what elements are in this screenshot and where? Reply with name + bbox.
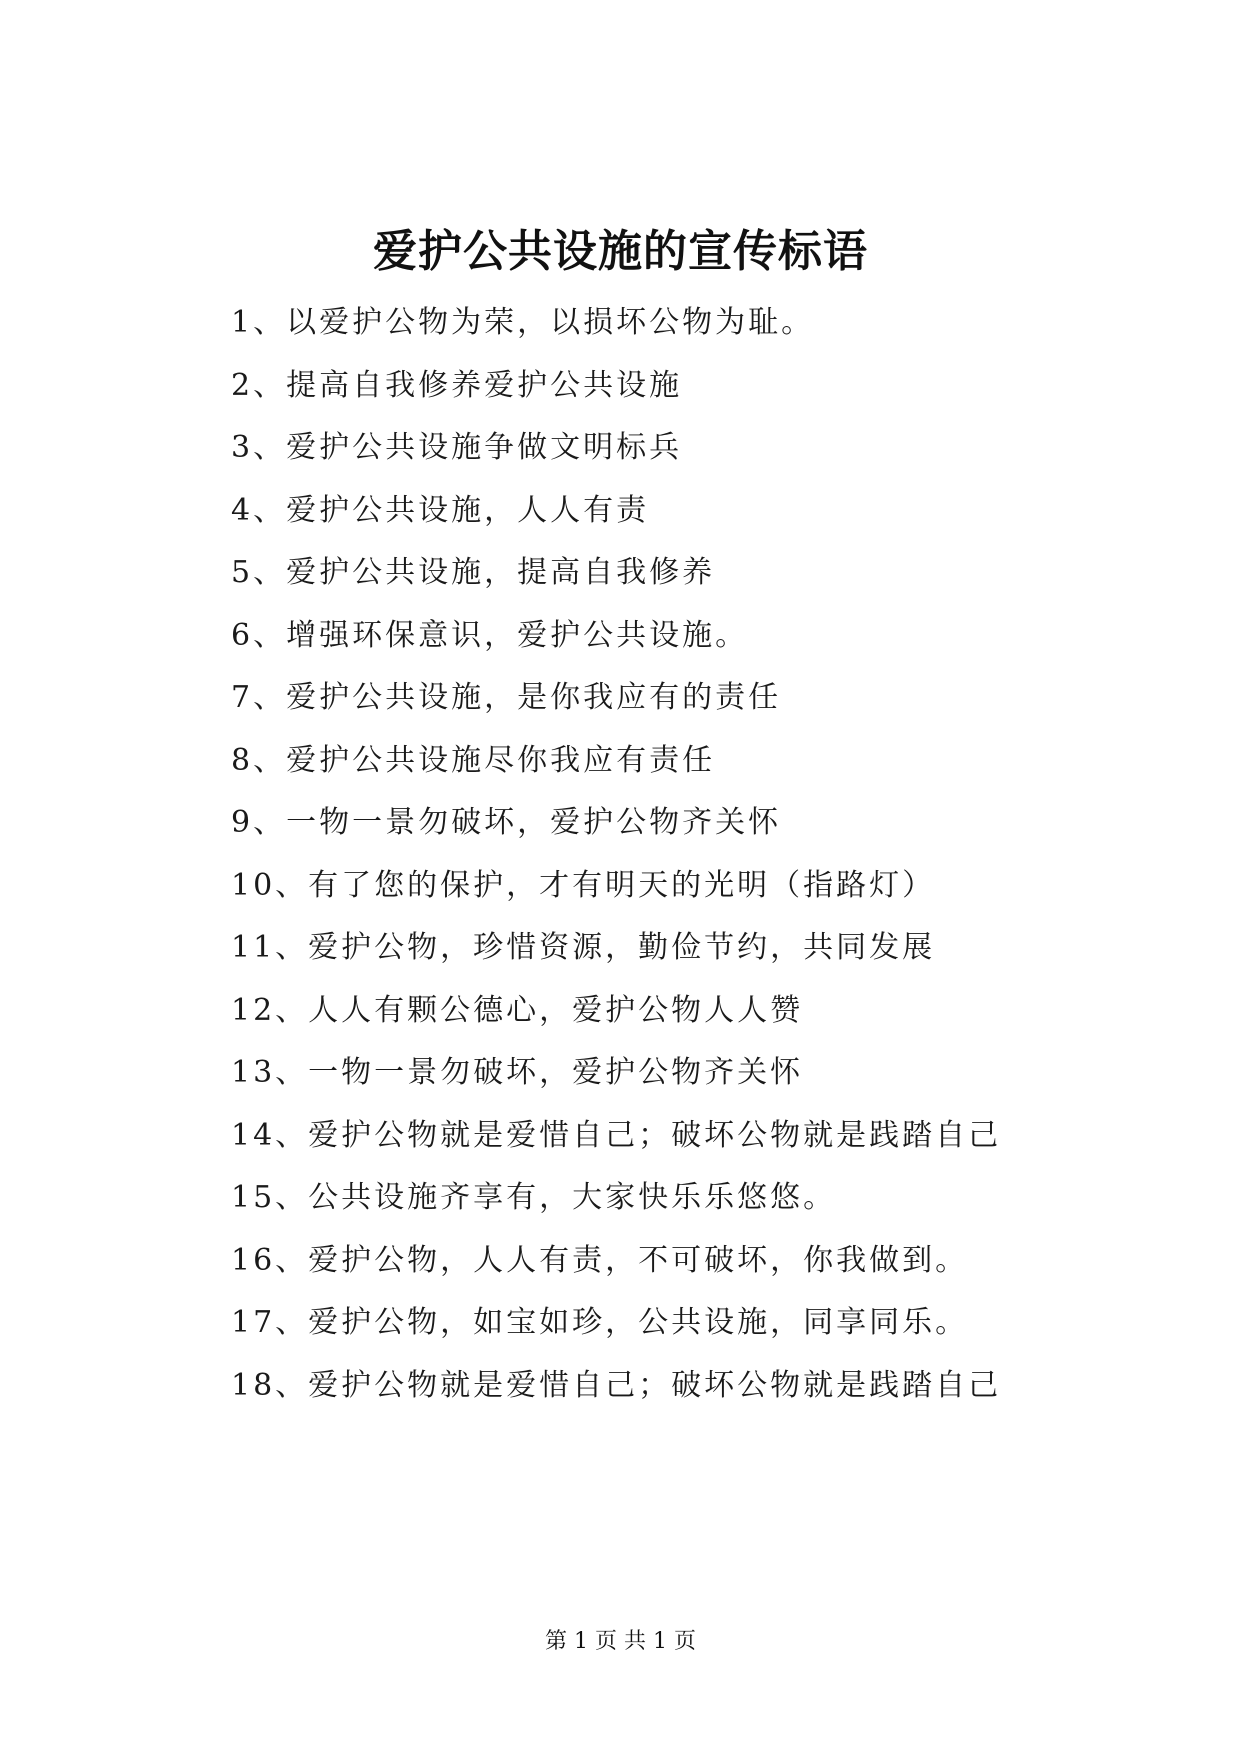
document-title: 爱护公共设施的宣传标语 [373,226,868,277]
slogan-item: 6、增强环保意识，爱护公共设施。 [231,617,749,653]
slogan-item: 3、爱护公共设施争做文明标兵 [231,430,683,465]
slogan-item: 2、提高自我修养爱护公共设施 [231,367,683,403]
slogan-item: 18、爱护公物就是爱惜自己；破坏公物就是践踏自己 [231,1367,1002,1403]
slogan-list [231,292,1191,1417]
slogan-item: 4、爱护公共设施，人人有责 [231,492,650,528]
slogan-item: 10、有了您的保护，才有明天的光明（指路灯） [231,867,936,903]
slogan-item: 12、人人有颗公德心，爱护公物人人赞 [231,992,804,1028]
slogan-item: 17、爱护公物，如宝如珍，公共设施，同享同乐。 [231,1305,969,1340]
slogan-item: 5、爱护公共设施，提高自我修养 [231,555,716,590]
slogan-item: 16、爱护公物，人人有责，不可破坏，你我做到。 [231,1242,969,1278]
slogan-item: 7、爱护公共设施，是你我应有的责任 [231,680,782,715]
page-footer: 第 1 页 共 1 页 [545,1629,696,1654]
slogan-item: 8、爱护公共设施尽你我应有责任 [231,742,716,778]
slogan-item: 15、公共设施齐享有，大家快乐乐悠悠。 [231,1180,837,1215]
slogan-item: 13、一物一景勿破坏，爱护公物齐关怀 [231,1055,804,1090]
slogan-item: 11、爱护公物，珍惜资源，勤俭节约，共同发展 [231,930,936,965]
slogan-item: 9、一物一景勿破坏，爱护公物齐关怀 [231,805,782,840]
slogan-item: 1、以爱护公物为荣，以损坏公物为耻。 [231,305,815,340]
slogan-item: 14、爱护公物就是爱惜自己；破坏公物就是践踏自己 [231,1117,1002,1153]
